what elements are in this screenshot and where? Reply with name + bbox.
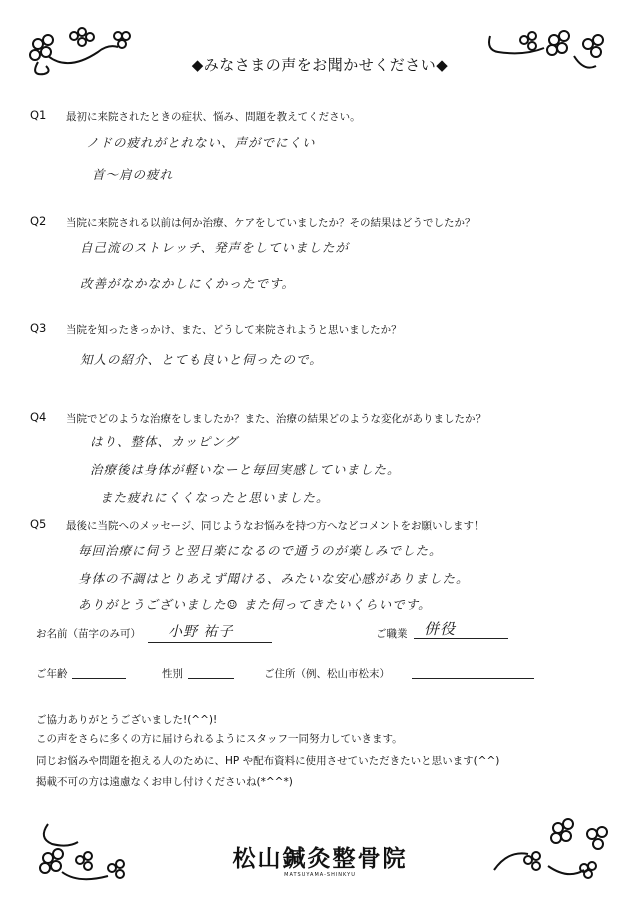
q2-answer-line: 自己流のストレッチ、発声をしていましたが bbox=[80, 240, 350, 255]
footer-line: ご協力ありがとうございました!(^^)! bbox=[36, 714, 218, 726]
footer-line: 同じお悩みや問題を抱える人のために、HP や配布資料に使用させていただきたいと思います(^^) bbox=[36, 755, 500, 767]
q5-number: Q5 bbox=[30, 517, 47, 531]
q4-number: Q4 bbox=[30, 410, 47, 424]
q5-answer-line: 毎回治療に伺うと翌日楽になるので通うのが楽しみでした。 bbox=[78, 543, 443, 558]
q5-text: 最後に当院へのメッセージ、同じようなお悩みを持つ方へなどコメントをお願いします！ bbox=[66, 520, 485, 532]
q2-answer-line: 改善がなかなかしにくかったです。 bbox=[80, 276, 296, 291]
job-underline bbox=[414, 638, 508, 639]
name-label: お名前（苗字のみ可） bbox=[36, 628, 141, 640]
q1-answer-line: 首～肩の疲れ bbox=[92, 167, 174, 182]
name-value: 小野 祐子 bbox=[168, 624, 234, 640]
job-label: ご職業 bbox=[376, 628, 408, 640]
q4-answer-line: また疲れにくくなったと思いました。 bbox=[100, 490, 330, 505]
job-value: 併役 bbox=[424, 620, 457, 638]
q5-answer-line: 身体の不調はとりあえず聞ける、みたいな安心感がありました。 bbox=[78, 571, 470, 586]
clinic-logo-subtitle: MATSUYAMA-SHINKYU bbox=[284, 872, 356, 878]
footer-line: 掲載不可の方は遠慮なくお申し付けくださいね(*^^*) bbox=[36, 776, 293, 788]
q4-answer-line: 治療後は身体が軽いなーと毎回実感していました。 bbox=[90, 462, 401, 477]
clinic-logo-name: 松山鍼灸整骨院 bbox=[232, 846, 408, 872]
q1-number: Q1 bbox=[30, 108, 47, 122]
survey-title: ◆みなさまの声をお聞かせください◆ bbox=[191, 56, 449, 74]
q2-number: Q2 bbox=[30, 214, 47, 228]
q4-text: 当院でどのような治療をしましたか？また、治療の結果どのような変化がありましたか？ bbox=[66, 413, 486, 425]
q2-text: 当院に来院される以前は何か治療、ケアをしていましたか？その結果はどうでしたか？ bbox=[66, 217, 476, 229]
q1-answer-line: ノドの疲れがとれない、声がでにくい bbox=[86, 135, 316, 150]
age-underline bbox=[72, 678, 126, 679]
q3-number: Q3 bbox=[30, 321, 47, 335]
name-underline bbox=[148, 642, 272, 643]
q3-text: 当院を知ったきっかけ、また、どうして来院されようと思いましたか？ bbox=[66, 324, 402, 336]
gender-label: 性別 bbox=[162, 668, 183, 680]
age-label: ご年齢 bbox=[36, 668, 68, 680]
q4-answer-line: はり、整体、カッピング bbox=[90, 434, 239, 449]
footer-line: この声をさらに多くの方に届けられるようにスタッフ一同努力していきます。 bbox=[36, 733, 403, 745]
q1-text: 最初に来院されたときの症状、悩み、問題を教えてください。 bbox=[66, 111, 361, 123]
gender-underline bbox=[188, 678, 234, 679]
q3-answer-line: 知人の紹介、とても良いと伺ったので。 bbox=[80, 352, 323, 367]
q5-answer-line: ありがとうございました☺ また伺ってきたいくらいです。 bbox=[78, 597, 432, 612]
address-label: ご住所（例、松山市松末） bbox=[264, 668, 390, 680]
address-underline bbox=[412, 678, 534, 679]
